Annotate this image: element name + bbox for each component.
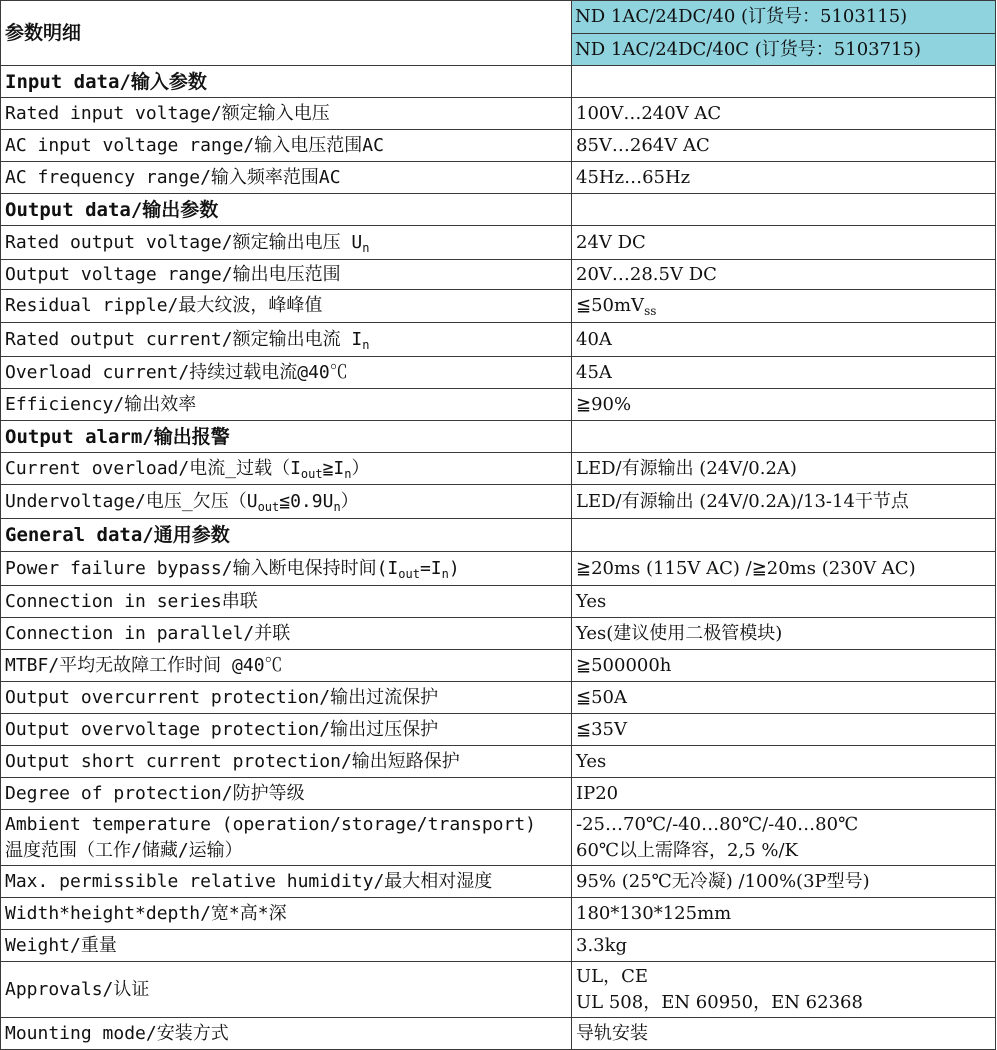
label-text: Undervoltage/电压_欠压（U [5, 490, 258, 512]
ambient-label [1, 810, 572, 866]
row-value: ≦50A [572, 682, 996, 714]
ambient-value-derating: 60℃以上需降容，2,5 %/K [576, 839, 799, 861]
row-value: LED/有源输出 (24V/0.2A) [572, 453, 996, 485]
label-subscript: out [300, 466, 323, 481]
row-label: Output voltage range/输出电压范围 [1, 260, 572, 290]
empty-cell [572, 519, 996, 552]
label-text: ≧I [322, 457, 345, 479]
empty-cell [572, 194, 996, 226]
row-value: IP20 [572, 778, 996, 810]
label-text: ） [340, 490, 359, 512]
row-label: Output short current protection/输出短路保护 [1, 746, 572, 778]
row-label: MTBF/平均无故障工作时间 @40℃ [1, 650, 572, 682]
row-value: LED/有源输出 (24V/0.2A)/13-14干节点 [572, 485, 996, 519]
row-value: 45Hz…65Hz [572, 162, 996, 194]
row-value: 45A [572, 357, 996, 389]
row-label [1, 323, 572, 357]
row-value: 95% (25℃无冷凝) /100%(3P型号) [572, 866, 996, 898]
ambient-label-en: Ambient temperature (operation/storage/transport) [5, 813, 537, 835]
ambient-value [572, 810, 996, 866]
ambient-label-cn: 温度范围（工作/储藏/运输） [5, 839, 243, 861]
label-text: ） [351, 457, 370, 479]
row-label: Output overcurrent protection/输出过流保护 [1, 682, 572, 714]
approvals-value-2: UL 508，EN 60950，EN 62368 [576, 991, 863, 1013]
row-label: AC frequency range/输入频率范围AC [1, 162, 572, 194]
row-value: ≧90% [572, 389, 996, 421]
label-text: Rated output voltage/额定输出电压 U [5, 231, 363, 253]
empty-cell [572, 66, 996, 98]
label-text: Power failure bypass/输入断电保持时间(I [5, 557, 399, 579]
label-text: ) [448, 557, 460, 579]
mounting-value: 导轨安装 [572, 1018, 996, 1050]
row-value: Yes [572, 746, 996, 778]
row-value: 180*130*125mm [572, 898, 996, 930]
table-title: 参数明细 [1, 1, 572, 66]
row-label [1, 453, 572, 485]
row-label: Rated input voltage/额定输入电压 [1, 98, 572, 130]
value-subscript: ss [644, 304, 657, 318]
row-label [1, 485, 572, 519]
row-label: Weight/重量 [1, 930, 572, 962]
row-label: Max. permissible relative humidity/最大相对湿度 [1, 866, 572, 898]
row-label: Degree of protection/防护等级 [1, 778, 572, 810]
row-value: Yes(建议使用二极管模块) [572, 618, 996, 650]
row-label: Width*height*depth/宽*高*深 [1, 898, 572, 930]
label-subscript: n [333, 499, 341, 514]
approvals-label: Approvals/认证 [1, 962, 572, 1018]
label-subscript: n [344, 466, 352, 481]
label-subscript: n [441, 566, 449, 581]
row-value: 24V DC [572, 226, 996, 260]
row-label: Connection in parallel/并联 [1, 618, 572, 650]
mounting-label: Mounting mode/安装方式 [1, 1018, 572, 1050]
approvals-value [572, 962, 996, 1018]
ambient-value-range: -25…70℃/-40…80℃/-40…80℃ [576, 813, 859, 835]
row-label: Overload current/持续过载电流@40℃ [1, 357, 572, 389]
model-1: ND 1AC/24DC/40 (订货号：5103115) [572, 1, 996, 34]
section-input-title: Input data/输入参数 [1, 66, 572, 98]
row-label [1, 552, 572, 586]
label-subscript: out [398, 566, 420, 581]
section-alarm-title: Output alarm/输出报警 [1, 421, 572, 453]
row-label: Output overvoltage protection/输出过压保护 [1, 714, 572, 746]
approvals-value-1: UL，CE [576, 965, 649, 987]
label-text: ≦0.9U [279, 490, 334, 512]
model-2: ND 1AC/24DC/40C (订货号：5103715) [572, 34, 996, 66]
label-subscript: n [362, 337, 370, 352]
row-value: Yes [572, 586, 996, 618]
label-subscript: n [362, 240, 370, 255]
row-label: Connection in series串联 [1, 586, 572, 618]
row-value: 40A [572, 323, 996, 357]
label-text: =I [419, 557, 442, 579]
row-label [1, 226, 572, 260]
row-value: 85V…264V AC [572, 130, 996, 162]
label-text: Current overload/电流_过载（I [5, 457, 301, 479]
row-value: ≧20ms (115V AC) /≧20ms (230V AC) [572, 552, 996, 586]
section-general-title: General data/通用参数 [1, 519, 572, 552]
row-value: 20V…28.5V DC [572, 260, 996, 290]
row-label: Efficiency/输出效率 [1, 389, 572, 421]
row-value: 3.3kg [572, 930, 996, 962]
row-value: ≦35V [572, 714, 996, 746]
empty-cell [572, 421, 996, 453]
row-value [572, 290, 996, 323]
row-value: ≧500000h [572, 650, 996, 682]
section-output-title: Output data/输出参数 [1, 194, 572, 226]
row-value: 100V…240V AC [572, 98, 996, 130]
label-text: Rated output current/额定输出电流 I [5, 328, 363, 350]
label-subscript: out [257, 499, 280, 514]
row-label: Residual ripple/最大纹波，峰峰值 [1, 290, 572, 323]
value-text: ≦50mV [576, 295, 645, 316]
row-label: AC input voltage range/输入电压范围AC [1, 130, 572, 162]
